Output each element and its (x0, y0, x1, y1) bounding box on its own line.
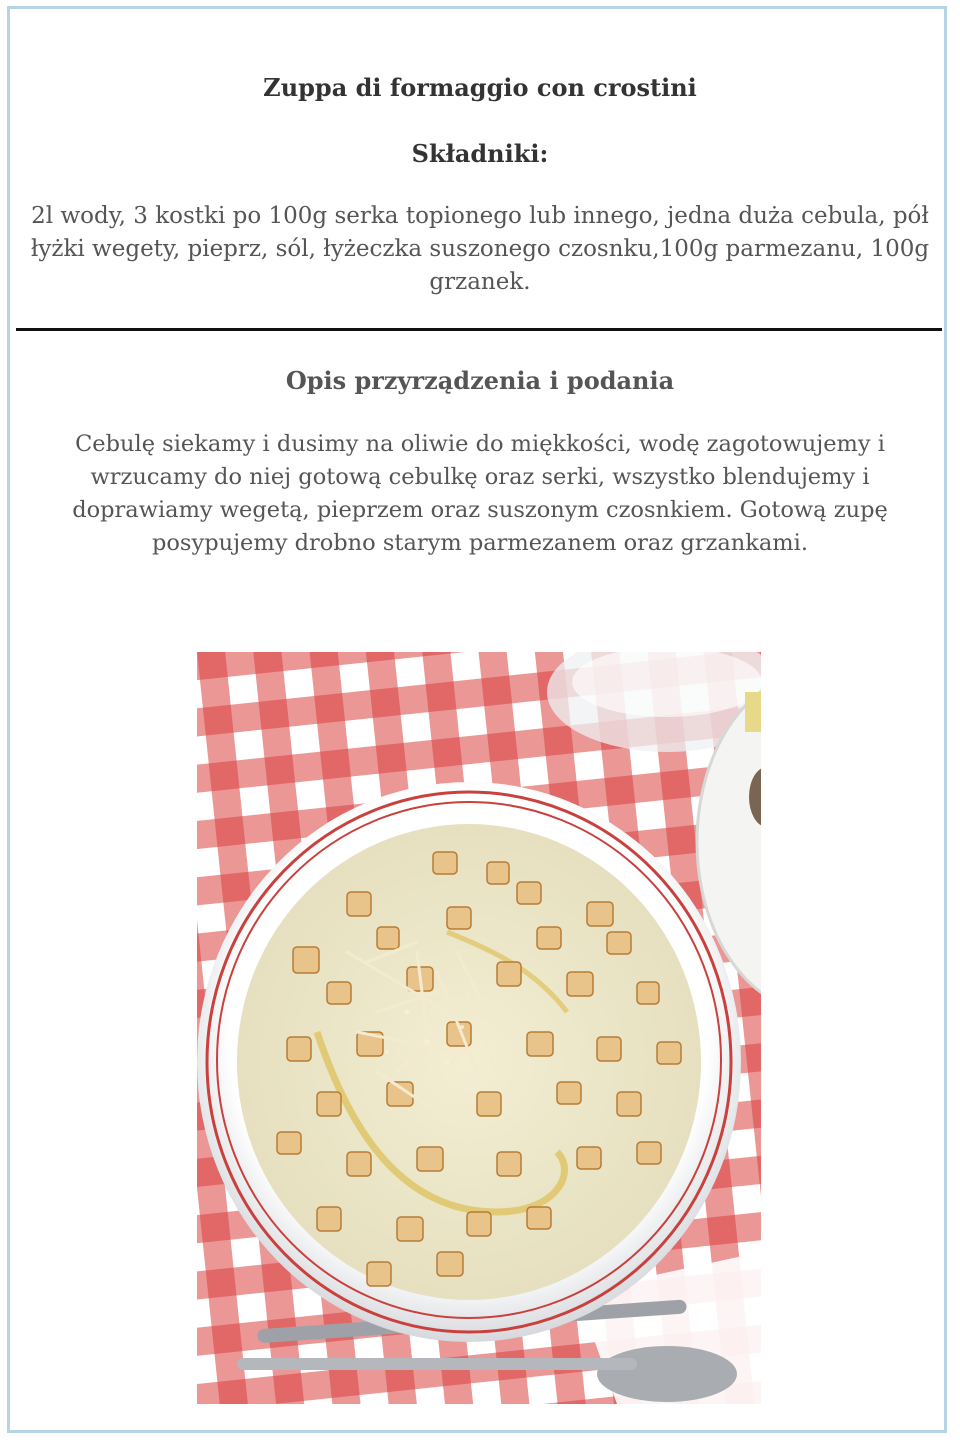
method-heading: Opis przyrządzenia i podania (285, 366, 675, 395)
ingredients-heading: Składniki: (411, 139, 549, 168)
soup-photo (197, 652, 761, 1404)
ingredients-text: 2l wody, 3 kostki po 100g serka topionego lub innego, jedna duża cebula, pół łyżki wegety, pieprz, sól, łyżeczka suszonego czosnku,100g parmezanu, 100g grzanek. (30, 203, 930, 295)
method-text: Cebulę siekamy i dusimy na oliwie do miękkości, wodę zagotowujemy i wrzucamy do niej gotową cebulkę oraz serki, wszystko blendujemy i doprawiamy wegetą, pieprzem oraz suszonym czosnkiem. Gotową zupę posypujemy drobno starym parmezanem oraz grzankami. (72, 431, 888, 556)
section-divider (16, 328, 942, 331)
spoon (597, 1346, 737, 1402)
recipe-title: Zuppa di formaggio con crostini (263, 73, 697, 102)
